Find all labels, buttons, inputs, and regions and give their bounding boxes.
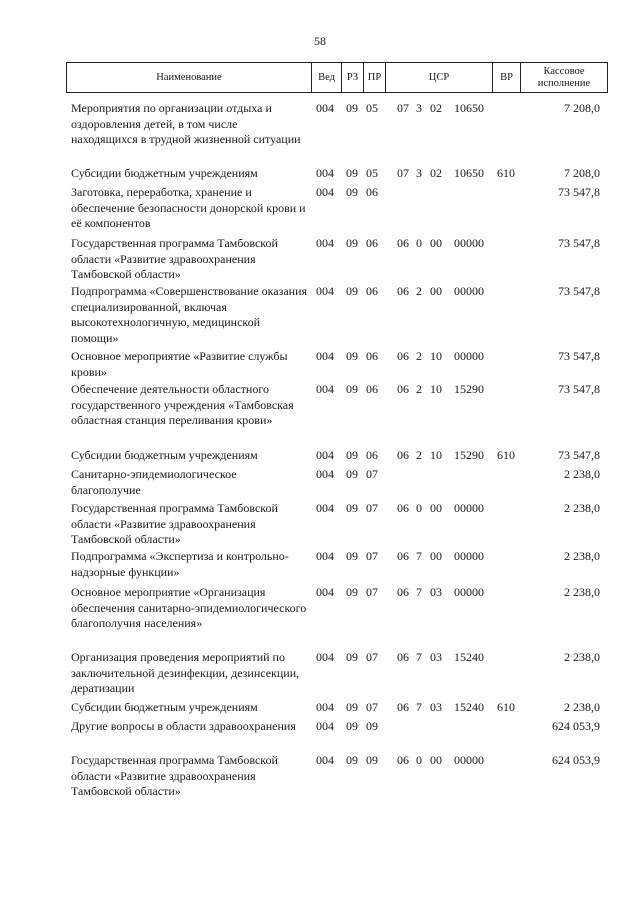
row-rz: 09 [346, 236, 358, 250]
row-rz: 09 [346, 448, 358, 462]
row-rz: 09 [346, 382, 358, 396]
row-ved: 004 [316, 236, 334, 250]
row-pr: 09 [366, 753, 378, 767]
row-csr-program: 06 [397, 585, 409, 599]
row-pr: 06 [366, 382, 378, 396]
row-name: Подпрограмма «Экспертиза и контрольно-надзорные функции» [71, 549, 289, 579]
row-name: Санитарно-эпидемиологическое благополучие [71, 467, 237, 497]
row-sum: 2 238,0 [564, 585, 600, 599]
row-pr: 05 [366, 166, 378, 180]
row-rz: 09 [346, 585, 358, 599]
row-csr-direction: 15290 [454, 382, 484, 396]
row-csr-direction: 10650 [454, 101, 484, 115]
row-csr-direction: 15240 [454, 700, 484, 714]
row-ved: 004 [316, 585, 334, 599]
row-sum: 73 547,8 [558, 185, 600, 199]
row-csr-event: 00 [430, 236, 442, 250]
row-sum: 624 053,9 [552, 719, 600, 733]
row-sum: 2 238,0 [564, 549, 600, 563]
row-sum: 73 547,8 [558, 382, 600, 396]
row-csr-event: 00 [430, 501, 442, 515]
row-csr-subprogram: 2 [416, 448, 422, 462]
header-sum: Кассовое исполнение [537, 65, 591, 89]
row-csr-subprogram: 7 [416, 700, 422, 714]
row-ved: 004 [316, 549, 334, 563]
row-ved: 004 [316, 719, 334, 733]
row-rz: 09 [346, 501, 358, 515]
row-pr: 07 [366, 501, 378, 515]
row-name: Заготовка, переработка, хранение и обеспечение безопасности донорской крови и её компонентов [71, 185, 306, 230]
row-sum: 2 238,0 [564, 650, 600, 664]
row-csr-direction: 00000 [454, 753, 484, 767]
row-name: Основное мероприятие «Организация обеспечения санитарно-эпидемиологического благополучия населения» [71, 585, 307, 630]
row-ved: 004 [316, 284, 334, 298]
row-pr: 06 [366, 284, 378, 298]
row-rz: 09 [346, 467, 358, 481]
row-vr: 610 [497, 166, 515, 180]
header-ved: Вед [312, 63, 342, 92]
row-csr-event: 03 [430, 585, 442, 599]
row-rz: 09 [346, 753, 358, 767]
row-ved: 004 [316, 101, 334, 115]
row-rz: 09 [346, 284, 358, 298]
row-ved: 004 [316, 349, 334, 363]
row-rz: 09 [346, 650, 358, 664]
row-csr-program: 06 [397, 549, 409, 563]
header-name: Наименование [67, 63, 312, 92]
row-csr-subprogram: 2 [416, 349, 422, 363]
row-name: Государственная программа Тамбовской области «Развитие здравоохранения Тамбовской области» [71, 753, 278, 798]
row-name: Основное мероприятие «Развитие службы крови» [71, 349, 288, 379]
header-csr: ЦСР [386, 63, 493, 92]
row-ved: 004 [316, 166, 334, 180]
row-sum: 73 547,8 [558, 236, 600, 250]
row-vr: 610 [497, 448, 515, 462]
row-name: Другие вопросы в области здравоохранения [71, 719, 296, 733]
row-pr: 06 [366, 185, 378, 199]
row-ved: 004 [316, 382, 334, 396]
row-csr-event: 00 [430, 549, 442, 563]
row-ved: 004 [316, 753, 334, 767]
row-name: Организация проведения мероприятий по заключительной дезинфекции, дезинсекции, дератизации [71, 650, 300, 695]
row-csr-program: 06 [397, 382, 409, 396]
row-csr-direction: 00000 [454, 349, 484, 363]
row-pr: 06 [366, 349, 378, 363]
row-rz: 09 [346, 166, 358, 180]
row-sum: 73 547,8 [558, 284, 600, 298]
row-name: Мероприятия по организации отдыха и оздоровления детей, в том числе находящихся в трудной жизненной ситуации [71, 101, 301, 146]
row-csr-program: 06 [397, 753, 409, 767]
row-csr-event: 00 [430, 284, 442, 298]
row-ved: 004 [316, 185, 334, 199]
row-sum: 2 238,0 [564, 501, 600, 515]
row-csr-program: 06 [397, 650, 409, 664]
row-csr-event: 10 [430, 382, 442, 396]
row-sum: 7 208,0 [564, 101, 600, 115]
row-csr-direction: 10650 [454, 166, 484, 180]
row-sum: 2 238,0 [564, 467, 600, 481]
row-csr-direction: 15290 [454, 448, 484, 462]
row-pr: 06 [366, 236, 378, 250]
row-csr-event: 10 [430, 448, 442, 462]
row-csr-subprogram: 3 [416, 101, 422, 115]
row-sum: 7 208,0 [564, 166, 600, 180]
row-name: Субсидии бюджетным учреждениям [71, 700, 258, 714]
row-csr-subprogram: 7 [416, 585, 422, 599]
row-csr-program: 06 [397, 236, 409, 250]
row-csr-event: 00 [430, 753, 442, 767]
row-csr-program: 06 [397, 284, 409, 298]
row-csr-direction: 00000 [454, 236, 484, 250]
row-ved: 004 [316, 700, 334, 714]
row-csr-program: 07 [397, 166, 409, 180]
row-csr-event: 03 [430, 650, 442, 664]
row-csr-subprogram: 2 [416, 284, 422, 298]
row-ved: 004 [316, 501, 334, 515]
row-csr-subprogram: 3 [416, 166, 422, 180]
row-csr-subprogram: 0 [416, 501, 422, 515]
row-sum: 2 238,0 [564, 700, 600, 714]
row-csr-event: 10 [430, 349, 442, 363]
row-name: Субсидии бюджетным учреждениям [71, 448, 258, 462]
row-ved: 004 [316, 467, 334, 481]
row-csr-direction: 00000 [454, 501, 484, 515]
row-rz: 09 [346, 185, 358, 199]
row-rz: 09 [346, 101, 358, 115]
row-pr: 09 [366, 719, 378, 733]
row-name: Обеспечение деятельности областного государственного учреждения «Тамбовская областная станция переливания крови» [71, 382, 294, 427]
row-csr-direction: 15240 [454, 650, 484, 664]
row-csr-event: 03 [430, 700, 442, 714]
row-csr-event: 02 [430, 101, 442, 115]
row-name: Государственная программа Тамбовской области «Развитие здравоохранения Тамбовской области» [71, 501, 278, 546]
row-pr: 07 [366, 585, 378, 599]
row-ved: 004 [316, 448, 334, 462]
row-csr-direction: 00000 [454, 284, 484, 298]
header-pr: ПР [364, 63, 386, 92]
row-pr: 05 [366, 101, 378, 115]
row-csr-event: 02 [430, 166, 442, 180]
row-pr: 07 [366, 549, 378, 563]
row-pr: 07 [366, 650, 378, 664]
row-rz: 09 [346, 349, 358, 363]
header-vr: ВР [493, 63, 521, 92]
row-rz: 09 [346, 549, 358, 563]
row-csr-subprogram: 2 [416, 382, 422, 396]
table-header [66, 62, 608, 93]
row-name: Субсидии бюджетным учреждениям [71, 166, 258, 180]
row-csr-subprogram: 7 [416, 650, 422, 664]
row-vr: 610 [497, 700, 515, 714]
row-csr-direction: 00000 [454, 585, 484, 599]
row-csr-subprogram: 0 [416, 236, 422, 250]
row-rz: 09 [346, 700, 358, 714]
row-sum: 624 053,9 [552, 753, 600, 767]
row-sum: 73 547,8 [558, 448, 600, 462]
page-number: 58 [314, 34, 326, 48]
row-csr-program: 06 [397, 700, 409, 714]
row-name: Подпрограмма «Совершенствование оказания специализированной, включая высокотехнологичную, медицинской помощи» [71, 284, 308, 345]
row-csr-program: 06 [397, 501, 409, 515]
row-csr-program: 06 [397, 448, 409, 462]
row-pr: 06 [366, 448, 378, 462]
row-csr-subprogram: 0 [416, 753, 422, 767]
header-rz: РЗ [342, 63, 364, 92]
row-ved: 004 [316, 650, 334, 664]
row-csr-program: 06 [397, 349, 409, 363]
row-pr: 07 [366, 700, 378, 714]
row-csr-program: 07 [397, 101, 409, 115]
row-pr: 07 [366, 467, 378, 481]
row-sum: 73 547,8 [558, 349, 600, 363]
row-name: Государственная программа Тамбовской области «Развитие здравоохранения Тамбовской области» [71, 236, 278, 281]
row-csr-direction: 00000 [454, 549, 484, 563]
row-rz: 09 [346, 719, 358, 733]
row-csr-subprogram: 7 [416, 549, 422, 563]
